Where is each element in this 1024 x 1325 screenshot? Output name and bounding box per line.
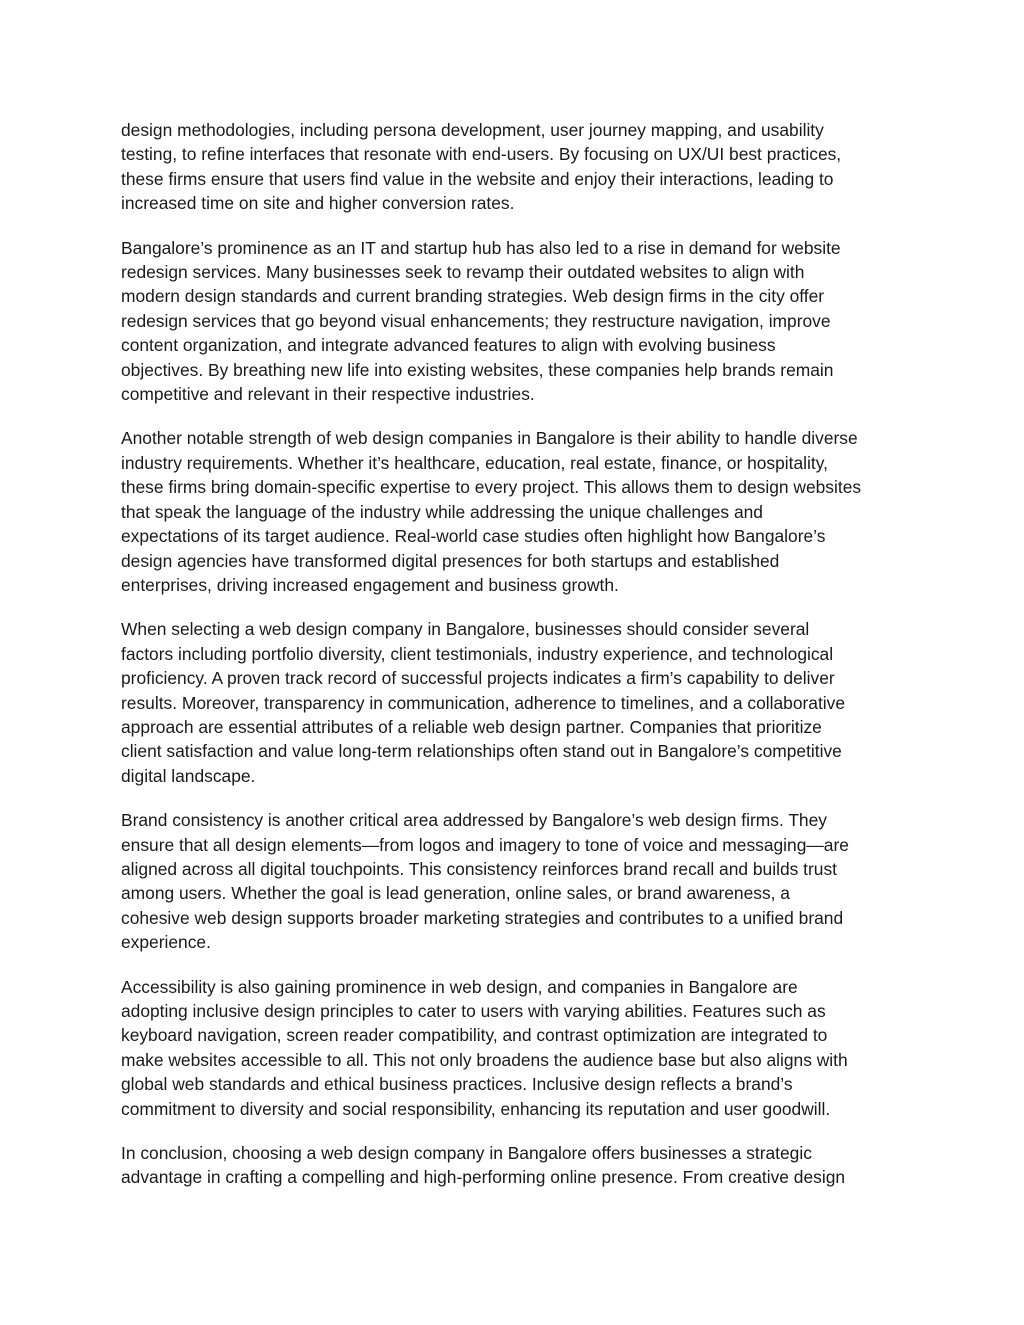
paragraph-selecting-company: When selecting a web design company in Bangalore, businesses should consider several factors including portfolio diversity, client testimonials, industry experience, and technological proficiency. A proven track record of successful projects indicates a firm’s capability to deliver results. Moreover, transparency in communication, adherence to timelines, and a collaborative approach are essential attributes of a reliable web design partner. Companies that prioritize client satisfaction and value long-term relationships often stand out in Bangalore’s competitive digital landscape. <box>121 619 846 786</box>
paragraph-accessibility: Accessibility is also gaining prominence in web design, and companies in Bangalore are adopting inclusive design principles to cater to users with varying abilities. Features such as keyboard navigation, screen reader compatibility, and contrast optimization are integrated to make websites accessible to all. This not only broadens the audience base but also aligns with global web standards and ethical business practices. Inclusive design reflects a brand’s commitment to diversity and social responsibility, enhancing its reputation and user goodwill. <box>121 976 848 1119</box>
paragraph-redesign-services: Bangalore’s prominence as an IT and startup hub has also led to a rise in demand for website redesign services. Many businesses seek to revamp their outdated websites to align with modern design standards and current branding strategies. Web design firms in the city offer redesign services that go beyond visual enhancements; they restructure navigation, improve content organization, and integrate advanced features to align with evolving business objectives. By breathing new life into existing websites, these companies help brands remain competitive and relevant in their respective industries. <box>121 237 841 405</box>
paragraph-ux-ui-methodologies: design methodologies, including persona development, user journey mapping, and usability testing, to refine interfaces that resonate with end-users. By focusing on UX/UI best practices, these firms ensure that users find value in the website and enjoy their interactions, leading to increased time on site and higher conversion rates. <box>121 120 842 214</box>
paragraph-conclusion: In conclusion, choosing a web design company in Bangalore offers businesses a strategic advantage in crafting a compelling and high-performing online presence. From creative design <box>121 1143 846 1188</box>
paragraph-industry-requirements: Another notable strength of web design companies in Bangalore is their ability to handle diverse industry requirements. Whether it’s healthcare, education, real estate, finance, or hospitality, these firms bring domain-specific expertise to every project. This allows them to design websites that speak the language of the industry while addressing the unique challenges and expectations of its target audience. Real-world case studies often highlight how Bangalore’s design agencies have transformed digital presences for both startups and established enterprises, driving increased engagement and business growth. <box>121 428 862 595</box>
document-body <box>121 118 911 1210</box>
paragraph-brand-consistency: Brand consistency is another critical area addressed by Bangalore’s web design firms. They ensure that all design elements—from logos and imagery to tone of voice and messaging—are aligned across all digital touchpoints. This consistency reinforces brand recall and builds trust among users. Whether the goal is lead generation, online sales, or brand awareness, a cohesive web design supports broader marketing strategies and contributes to a unified brand experience. <box>121 810 849 953</box>
